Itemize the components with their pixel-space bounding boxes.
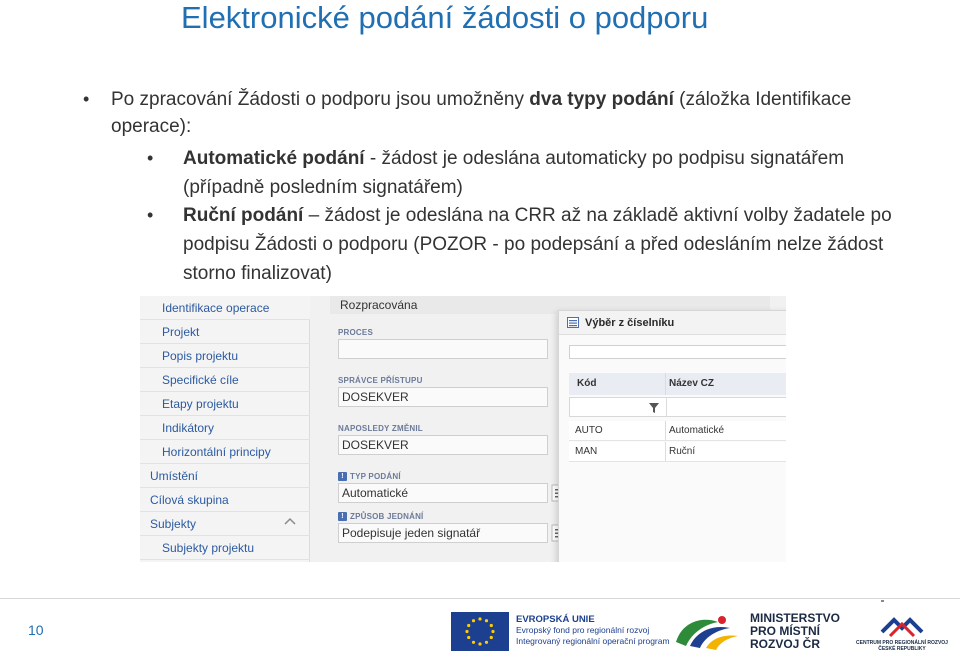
bullet-main — [83, 86, 911, 140]
crr-line2: ČESKÉ REPUBLIKY — [878, 646, 926, 652]
status-field: Rozpracována — [330, 296, 770, 314]
page-number: 10 — [28, 622, 44, 638]
bullet-manual — [147, 201, 903, 288]
irop-logo-icon — [672, 612, 742, 652]
cell-name: Ruční — [669, 446, 696, 457]
sidebar-nav — [140, 296, 310, 562]
sidebar-item-label: Projekt — [162, 325, 200, 339]
cell-code: MAN — [575, 446, 598, 457]
zpusob-jednani-label — [338, 512, 423, 521]
sidebar-item-umisteni[interactable] — [140, 464, 310, 488]
required-badge: ! — [338, 472, 347, 481]
dialog-title — [559, 311, 786, 335]
zpusob-jednani-field[interactable]: Podepisuje jeden signatář — [338, 523, 548, 543]
typ-podani-label — [338, 472, 401, 481]
mmr-line2: PRO MÍSTNÍ — [750, 624, 821, 638]
table-header — [569, 373, 786, 395]
bullet-automatic-text: - žádost je odeslána automaticky po podpisu signatářem (případně posledním signatářem) — [183, 148, 845, 198]
dialog-title-text: Výběr z číselníku — [585, 317, 675, 329]
proces-field[interactable] — [338, 339, 548, 359]
column-divider — [665, 373, 666, 395]
naposledy-field[interactable]: DOSEKVER — [338, 435, 548, 455]
zpusob-jednani-label-text: ZPŮSOB JEDNÁNÍ — [350, 512, 424, 521]
table-filter-row[interactable] — [569, 397, 786, 417]
naposledy-label: NAPOSLEDY ZMĚNIL — [338, 424, 423, 433]
mmr-line1: MINISTERSTVO — [750, 611, 841, 625]
chevron-up-icon[interactable] — [284, 515, 296, 527]
sidebar-item-identifikace-operace[interactable] — [140, 296, 310, 320]
bullet-automatic-bold: Automatické podání — [183, 148, 365, 169]
sidebar-item-label: Subjekty — [150, 517, 197, 531]
app-screenshot — [140, 296, 786, 562]
dialog-search-input[interactable] — [569, 345, 786, 359]
ministry-logo-text — [750, 612, 840, 651]
bullet-manual-text: – žádost je odeslána na CRR až na základě aktivní volby žadatele po podpisu Žádosti o podporu (POZOR - po podepsání a před odesláním nelze žádost storno finalizovat) — [183, 205, 892, 284]
sidebar-item-label: Subjekty projektu — [162, 541, 255, 555]
sidebar-item-label: Cílová skupina — [150, 493, 229, 507]
typ-podani-label-text: TYP PODÁNÍ — [350, 472, 401, 481]
bullet-dot: • — [147, 148, 154, 168]
crr-logo-text — [848, 640, 956, 652]
sidebar-item-cilova-skupina[interactable] — [140, 488, 310, 512]
sidebar-item-etapy-projektu[interactable] — [140, 392, 310, 416]
typ-podani-field[interactable]: Automatické — [338, 483, 548, 503]
column-divider — [665, 421, 666, 440]
spravce-label: SPRÁVCE PŘÍSTUPU — [338, 376, 423, 385]
eu-text — [516, 614, 670, 647]
bullet-manual-bold: Ruční podání — [183, 205, 304, 226]
bullet-main-post: (záložka Identifikace operace): — [111, 89, 852, 137]
eu-line1: EVROPSKÁ UNIE — [516, 614, 595, 625]
cell-name: Automatické — [669, 425, 725, 436]
sidebar-item-label: Identifikace operace — [162, 301, 270, 315]
eu-flag-icon — [451, 612, 509, 651]
decorative-dot — [881, 600, 884, 602]
codelist-dialog — [558, 310, 786, 562]
required-badge: ! — [338, 512, 347, 521]
sidebar-item-specificke-cile[interactable] — [140, 368, 310, 392]
sidebar-item-label: Specifické cíle — [162, 373, 239, 387]
page-title: Elektronické podání žádosti o podporu — [181, 0, 709, 35]
bullet-dot: • — [147, 205, 154, 225]
column-divider — [665, 442, 666, 461]
footer-divider — [0, 598, 960, 599]
sidebar-item-horizontalni-principy[interactable] — [140, 440, 310, 464]
sidebar-item-label: Indikátory — [162, 421, 215, 435]
eu-line2: Evropský fond pro regionální rozvoj — [516, 625, 650, 635]
eu-line3: Integrovaný regionální operační program — [516, 636, 670, 646]
sidebar-item-popis-projektu[interactable] — [140, 344, 310, 368]
column-header-name[interactable]: Název CZ — [669, 378, 715, 389]
column-header-code[interactable]: Kód — [577, 378, 597, 389]
sidebar-item-label: Etapy projektu — [162, 397, 239, 411]
bullet-main-pre: Po zpracování Žádosti o podporu jsou umožněny — [111, 89, 530, 110]
column-divider — [666, 398, 667, 416]
bullet-automatic — [147, 144, 903, 202]
crr-line1: CENTRUM PRO REGIONÁLNÍ ROZVOJ — [856, 640, 948, 646]
sidebar-item-subjekty-projektu[interactable] — [140, 536, 310, 560]
proces-label: PROCES — [338, 328, 373, 337]
sidebar-item-label: Horizontální principy — [162, 445, 271, 459]
spravce-field[interactable]: DOSEKVER — [338, 387, 548, 407]
sidebar-item-subjekty[interactable] — [140, 512, 310, 536]
sidebar-item-projekt[interactable] — [140, 320, 310, 344]
table-row[interactable] — [569, 421, 786, 441]
crr-logo-icon — [880, 610, 924, 638]
sidebar-item-label: Popis projektu — [162, 349, 239, 363]
bullet-dot: • — [83, 89, 90, 109]
sidebar-item-label: Umístění — [150, 469, 199, 483]
table-row[interactable] — [569, 442, 786, 462]
sidebar-item-indikatory[interactable] — [140, 416, 310, 440]
list-icon — [567, 317, 579, 328]
cell-code: AUTO — [575, 425, 603, 436]
bullet-main-bold: dva typy podání — [529, 89, 674, 110]
mmr-line3: ROZVOJ ČR — [750, 637, 821, 651]
filter-icon[interactable] — [648, 402, 660, 414]
